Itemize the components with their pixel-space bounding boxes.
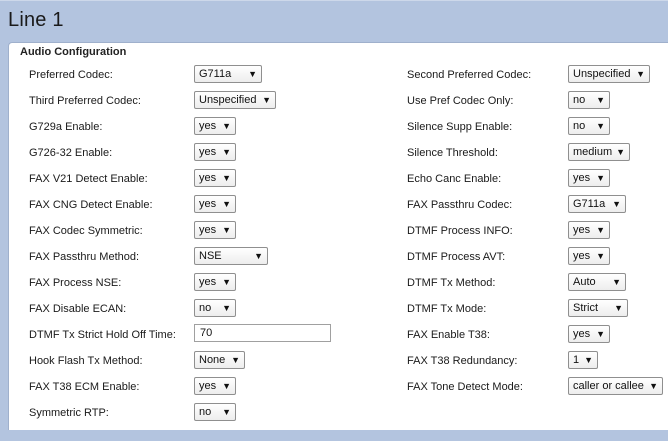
dtmf-tx-strict-hold-off-time-input[interactable]: 70 — [194, 324, 331, 342]
silence-threshold-select[interactable]: medium ▼ — [568, 143, 630, 161]
dropdown-arrow-icon: ▼ — [584, 355, 593, 365]
fax-passthru-codec-label: FAX Passthru Codec: — [407, 199, 513, 211]
dropdown-arrow-icon: ▼ — [612, 277, 621, 287]
dropdown-arrow-icon: ▼ — [222, 303, 231, 313]
dtmf-tx-method-select[interactable]: Auto ▼ — [568, 273, 626, 291]
dropdown-arrow-icon: ▼ — [636, 69, 645, 79]
fax-tone-detect-mode-label: FAX Tone Detect Mode: — [407, 381, 523, 393]
dropdown-arrow-icon: ▼ — [596, 95, 605, 105]
dropdown-arrow-icon: ▼ — [222, 277, 231, 287]
audio-configuration-panel — [8, 42, 668, 431]
fax-v21-detect-enable-select[interactable]: yes ▼ — [194, 169, 236, 187]
symmetric-rtp-label: Symmetric RTP: — [29, 407, 109, 419]
g729a-enable-select[interactable]: yes ▼ — [194, 117, 236, 135]
dtmf-process-avt-label: DTMF Process AVT: — [407, 251, 506, 263]
fax-v21-detect-enable-label: FAX V21 Detect Enable: — [29, 173, 148, 185]
fax-disable-ecan-label: FAX Disable ECAN: — [29, 303, 127, 315]
dtmf-tx-mode-select[interactable]: Strict ▼ — [568, 299, 628, 317]
dtmf-tx-strict-hold-off-time-label: DTMF Tx Strict Hold Off Time: — [29, 329, 176, 341]
hook-flash-tx-method-select[interactable]: None ▼ — [194, 351, 245, 369]
echo-canc-enable-select[interactable]: yes ▼ — [568, 169, 610, 187]
dtmf-tx-mode-label: DTMF Tx Mode: — [407, 303, 487, 315]
dropdown-arrow-icon: ▼ — [616, 147, 625, 157]
page-title: Line 1 — [8, 9, 64, 31]
third-preferred-codec-label: Third Preferred Codec: — [29, 95, 141, 107]
dtmf-tx-method-label: DTMF Tx Method: — [407, 277, 496, 289]
dropdown-arrow-icon: ▼ — [222, 225, 231, 235]
fax-process-nse-select[interactable]: yes ▼ — [194, 273, 236, 291]
dropdown-arrow-icon: ▼ — [248, 69, 257, 79]
dropdown-arrow-icon: ▼ — [222, 173, 231, 183]
fax-enable-t38-label: FAX Enable T38: — [407, 329, 490, 341]
fax-process-nse-label: FAX Process NSE: — [29, 277, 122, 289]
fax-disable-ecan-select[interactable]: no ▼ — [194, 299, 236, 317]
section-title: Audio Configuration — [20, 46, 127, 58]
hook-flash-tx-method-label: Hook Flash Tx Method: — [29, 355, 143, 367]
dropdown-arrow-icon: ▼ — [596, 173, 605, 183]
second-preferred-codec-label: Second Preferred Codec: — [407, 69, 532, 81]
dropdown-arrow-icon: ▼ — [596, 329, 605, 339]
fax-t38-redundancy-select[interactable]: 1 ▼ — [568, 351, 598, 369]
dropdown-arrow-icon: ▼ — [222, 121, 231, 131]
fax-passthru-method-select[interactable]: NSE ▼ — [194, 247, 268, 265]
dropdown-arrow-icon: ▼ — [612, 199, 621, 209]
dropdown-arrow-icon: ▼ — [596, 225, 605, 235]
dropdown-arrow-icon: ▼ — [596, 121, 605, 131]
header-bar — [0, 0, 668, 39]
g726-32-enable-label: G726-32 Enable: — [29, 147, 113, 159]
fax-passthru-method-label: FAX Passthru Method: — [29, 251, 140, 263]
fax-t38-ecm-enable-label: FAX T38 ECM Enable: — [29, 381, 140, 393]
third-preferred-codec-select[interactable]: Unspecified ▼ — [194, 91, 276, 109]
fax-cng-detect-enable-label: FAX CNG Detect Enable: — [29, 199, 153, 211]
dropdown-arrow-icon: ▼ — [231, 355, 240, 365]
second-preferred-codec-select[interactable]: Unspecified ▼ — [568, 65, 650, 83]
preferred-codec-select[interactable]: G711a ▼ — [194, 65, 262, 83]
g726-32-enable-select[interactable]: yes ▼ — [194, 143, 236, 161]
dtmf-process-info-select[interactable]: yes ▼ — [568, 221, 610, 239]
dropdown-arrow-icon: ▼ — [254, 251, 263, 261]
fax-t38-redundancy-label: FAX T38 Redundancy: — [407, 355, 518, 367]
fax-enable-t38-select[interactable]: yes ▼ — [568, 325, 610, 343]
echo-canc-enable-label: Echo Canc Enable: — [407, 173, 502, 185]
fax-cng-detect-enable-select[interactable]: yes ▼ — [194, 195, 236, 213]
silence-threshold-label: Silence Threshold: — [407, 147, 498, 159]
fax-codec-symmetric-label: FAX Codec Symmetric: — [29, 225, 143, 237]
dropdown-arrow-icon: ▼ — [222, 147, 231, 157]
use-pref-codec-only-label: Use Pref Codec Only: — [407, 95, 514, 107]
dropdown-arrow-icon: ▼ — [649, 381, 658, 391]
dropdown-arrow-icon: ▼ — [222, 381, 231, 391]
bottom-strip — [0, 430, 668, 441]
dropdown-arrow-icon: ▼ — [262, 95, 271, 105]
silence-supp-enable-label: Silence Supp Enable: — [407, 121, 513, 133]
preferred-codec-label: Preferred Codec: — [29, 69, 113, 81]
silence-supp-enable-select[interactable]: no ▼ — [568, 117, 610, 135]
fax-tone-detect-mode-select[interactable]: caller or callee ▼ — [568, 377, 663, 395]
dropdown-arrow-icon: ▼ — [222, 407, 231, 417]
fax-passthru-codec-select[interactable]: G711a ▼ — [568, 195, 626, 213]
g729a-enable-label: G729a Enable: — [29, 121, 103, 133]
dropdown-arrow-icon: ▼ — [596, 251, 605, 261]
fax-codec-symmetric-select[interactable]: yes ▼ — [194, 221, 236, 239]
fax-t38-ecm-enable-select[interactable]: yes ▼ — [194, 377, 236, 395]
dtmf-process-avt-select[interactable]: yes ▼ — [568, 247, 610, 265]
symmetric-rtp-select[interactable]: no ▼ — [194, 403, 236, 421]
use-pref-codec-only-select[interactable]: no ▼ — [568, 91, 610, 109]
dropdown-arrow-icon: ▼ — [614, 303, 623, 313]
dtmf-process-info-label: DTMF Process INFO: — [407, 225, 513, 237]
dropdown-arrow-icon: ▼ — [222, 199, 231, 209]
